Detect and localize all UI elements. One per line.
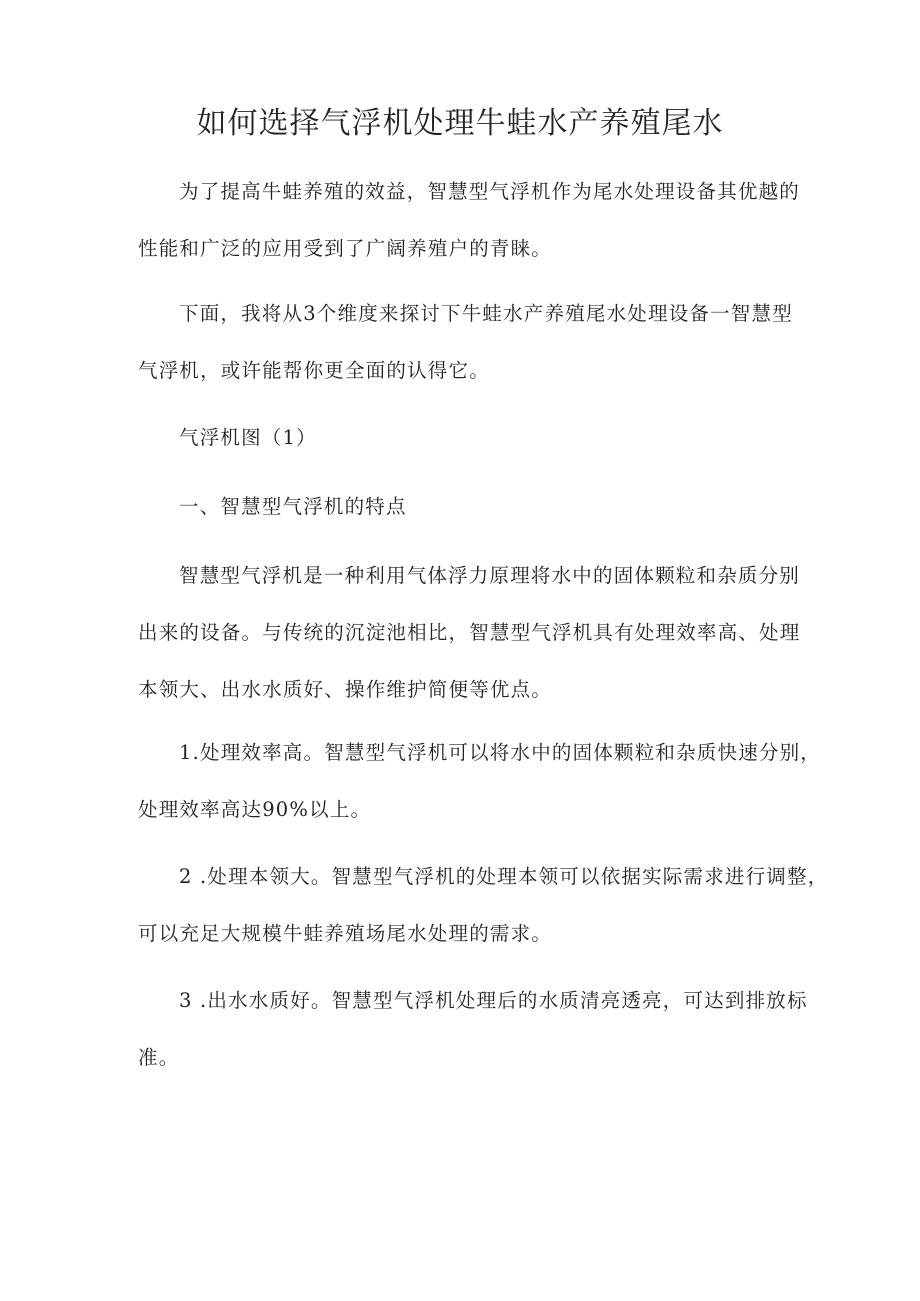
- paragraph-line: 2 .处理本领大。智慧型气浮机的处理本领可以依据实际需求进行调整，: [179, 865, 829, 888]
- paragraph-line: 1.处理效率高。智慧型气浮机可以将水中的固体颗粒和杂质快速分别，: [179, 741, 822, 764]
- paragraph-features: [138, 547, 801, 718]
- paragraph-line: 处理效率高达90%以上。: [138, 798, 372, 821]
- section-heading: [138, 478, 793, 535]
- paragraph-line: 可以充足大规模牛蛙养殖场尾水处理的需求。: [138, 922, 553, 945]
- document-title: 如何选择气浮机处理牛蛙水产养殖尾水: [196, 106, 724, 141]
- paragraph-line: 气浮机图（1）: [179, 426, 317, 449]
- list-item-3: [138, 972, 808, 1086]
- paragraph-line: 本领大、出水水质好、操作维护简便等优点。: [138, 678, 553, 701]
- paragraph-line: 智慧型气浮机是一种利用气体浮力原理将水中的固体颗粒和杂质分别: [179, 564, 801, 587]
- paragraph-line: 性能和广泛的应用受到了广阔养殖户的青睐。: [138, 237, 553, 260]
- paragraph-line: 出来的设备。与传统的沉淀池相比，智慧型气浮机具有处理效率高、处理: [138, 621, 801, 644]
- paragraph-overview: [138, 285, 793, 399]
- paragraph-line: 下面，我将从3个维度来探讨下牛蛙水产养殖尾水处理设备一智慧型: [179, 302, 793, 325]
- paragraph-line: 一、智慧型气浮机的特点: [179, 495, 407, 518]
- paragraph-line: 准。: [138, 1046, 180, 1069]
- paragraph-line: 3 .出水水质好。智慧型气浮机处理后的水质清亮透亮，可达到排放标: [179, 989, 808, 1012]
- paragraph-line: 气浮机，或许能帮你更全面的认得它。: [138, 359, 490, 382]
- figure-caption: [138, 409, 793, 466]
- list-item-1: [138, 724, 822, 838]
- paragraph-line: 为了提高牛蛙养殖的效益，智慧型气浮机作为尾水处理设备其优越的: [179, 180, 801, 203]
- paragraph-intro: [138, 163, 801, 277]
- list-item-2: [138, 848, 829, 962]
